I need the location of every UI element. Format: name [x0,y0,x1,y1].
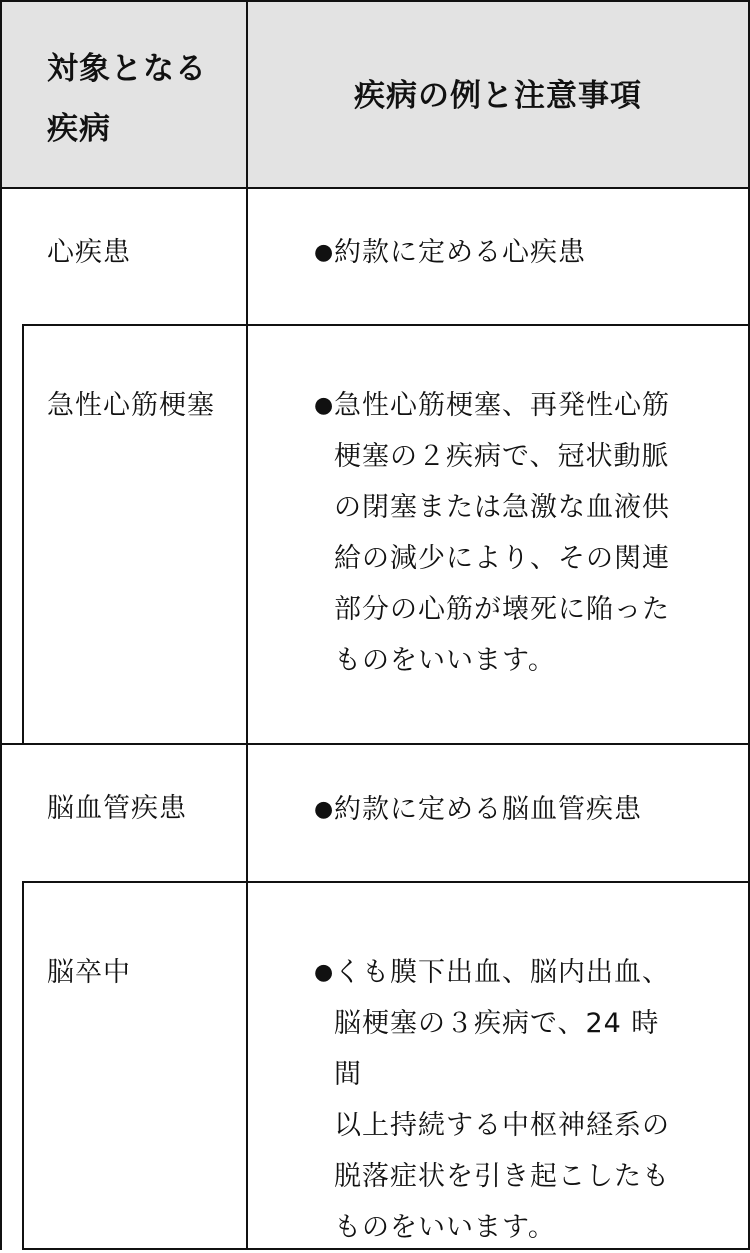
note-line: 急性心筋梗塞、再発性心筋 [334,390,670,421]
note-line: 以上持続する中枢神経系の [334,1110,670,1141]
bullet-item [314,784,684,835]
row-label: 脳卒中 [47,957,131,988]
row-label: 脳血管疾患 [47,793,187,824]
row-stroke-note-cell [246,881,750,1250]
bullet-icon: ● [314,960,334,985]
note-line: 脱落症状を引き起こしたも [334,1161,670,1192]
bullet-text: 約款に定める心疾患 [334,237,586,268]
bullet-text [334,380,684,686]
row-mi-label-cell [22,324,248,745]
row-mi-note-cell [246,324,750,745]
note-line: 脳梗塞の３疾病で、24 時間 [334,1008,660,1090]
outer-left-border [0,324,2,745]
header-examples-label: 疾病の例と注意事項 [354,78,642,114]
row-label: 急性心筋梗塞 [47,390,215,421]
note-line: くも膜下出血、脳内出血、 [334,957,670,988]
row-heart-disease-note-cell [246,187,750,326]
header-line-2: 疾病 [47,111,111,147]
row-cerebro-label-cell [0,743,248,883]
bullet-icon: ● [314,240,334,265]
row-cerebro-note-cell [246,743,750,883]
outer-left-border [0,881,2,1250]
row-heart-disease-label-cell [0,187,248,326]
row-label: 心疾患 [47,237,131,268]
note-line: 梗塞の２疾病で、冠状動脈 [334,441,670,472]
header-cell-target-disease [0,0,248,189]
note-line: 部分の心筋が壊死に陥った [334,594,670,625]
header-target-disease-label [47,39,207,159]
row-stroke-label-cell [22,881,248,1250]
note-line: ものをいいます。 [334,1212,556,1243]
note-line: ものをいいます。 [334,645,556,676]
bullet-item [314,947,684,1253]
bullet-item [314,227,684,278]
header-line-1: 対象となる [47,51,207,87]
bullet-text: 約款に定める脳血管疾患 [334,794,642,825]
header-cell-examples [246,0,750,189]
bullet-icon: ● [314,393,334,418]
note-line: の閉塞または急激な血液供 [334,492,670,523]
bullet-icon: ● [314,797,334,822]
bullet-text [334,947,684,1253]
bullet-item [314,380,684,686]
note-line: 給の減少により、その関連 [334,543,670,574]
